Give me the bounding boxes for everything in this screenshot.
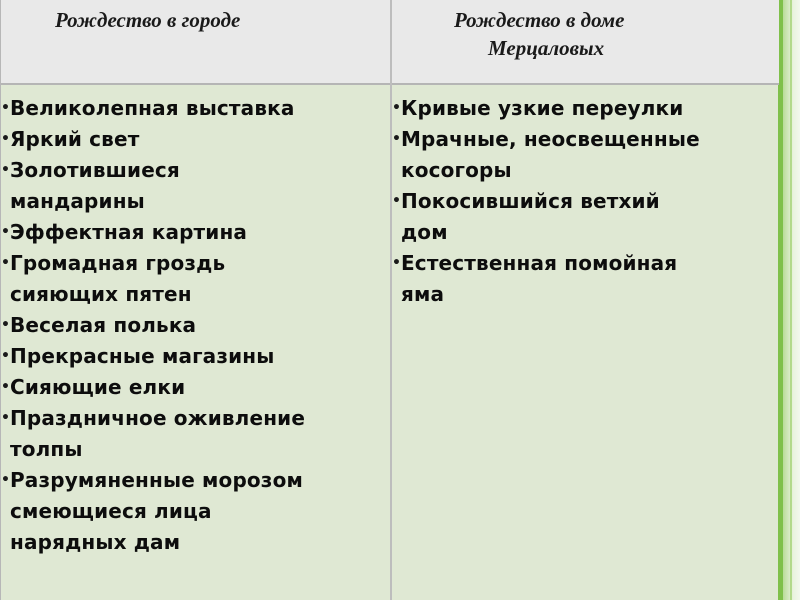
bullet-icon: • xyxy=(392,131,402,147)
item-text: Эффектная картина xyxy=(10,220,248,244)
bullet-icon: • xyxy=(1,348,11,364)
left-list-item xyxy=(1,93,384,124)
right-column xyxy=(392,85,779,600)
header-left-text: Рождество в городе xyxy=(55,8,241,32)
left-list-item xyxy=(1,341,384,372)
left-item-list xyxy=(1,93,384,558)
item-text-continued: толпы xyxy=(10,437,83,461)
left-list-item xyxy=(1,124,384,155)
item-text-continued: мандарины xyxy=(10,189,145,213)
item-text: Разрумяненные морозом xyxy=(10,468,303,492)
bullet-icon: • xyxy=(1,410,11,426)
right-item-list xyxy=(392,93,773,310)
item-text-continued: нарядных дам xyxy=(10,530,181,554)
header-left xyxy=(1,0,390,85)
bullet-icon: • xyxy=(1,472,11,488)
right-list-item xyxy=(392,248,773,310)
bullet-icon: • xyxy=(1,317,11,333)
header-right xyxy=(392,0,779,85)
left-list-item xyxy=(1,217,384,248)
item-text-continued: сияющих пятен xyxy=(10,282,192,306)
item-text: Яркий свет xyxy=(10,127,140,151)
bullet-icon: • xyxy=(392,100,402,116)
item-text: Праздничное оживление xyxy=(10,406,306,430)
left-list-item xyxy=(1,372,384,403)
left-list-item xyxy=(1,310,384,341)
right-list-item xyxy=(392,93,773,124)
item-text: Веселая полька xyxy=(10,313,197,337)
item-text: Великолепная выставка xyxy=(10,96,295,120)
right-list-item xyxy=(392,124,773,186)
right-list-item xyxy=(392,186,773,248)
item-text-continued: яма xyxy=(401,282,445,306)
header-right-line2: Мерцаловых xyxy=(488,36,605,60)
item-text-continued: дом xyxy=(401,220,448,244)
left-column xyxy=(1,85,390,600)
left-list-item xyxy=(1,403,384,465)
item-text: Покосившийся ветхий xyxy=(401,189,660,213)
item-text: Громадная гроздь xyxy=(10,251,226,275)
item-text: Прекрасные магазины xyxy=(10,344,275,368)
bullet-icon: • xyxy=(1,100,11,116)
header-right-line1: Рождество в доме xyxy=(454,8,625,32)
bullet-icon: • xyxy=(1,131,11,147)
item-text: Кривые узкие переулки xyxy=(401,96,684,120)
accent-stripe-thin xyxy=(790,0,792,600)
bullet-icon: • xyxy=(1,224,11,240)
item-text-continued: смеющиеся лица xyxy=(10,499,212,523)
left-list-item xyxy=(1,248,384,310)
bullet-icon: • xyxy=(392,193,402,209)
left-list-item xyxy=(1,465,384,558)
bullet-icon: • xyxy=(392,255,402,271)
item-text: Естественная помойная xyxy=(401,251,678,275)
item-text-continued: косогоры xyxy=(401,158,512,182)
item-text: Мрачные, неосвещенные xyxy=(401,127,700,151)
bullet-icon: • xyxy=(1,162,11,178)
bullet-icon: • xyxy=(1,255,11,271)
item-text: Сияющие елки xyxy=(10,375,186,399)
item-text: Золотившиеся xyxy=(10,158,180,182)
bullet-icon: • xyxy=(1,379,11,395)
left-list-item xyxy=(1,155,384,217)
